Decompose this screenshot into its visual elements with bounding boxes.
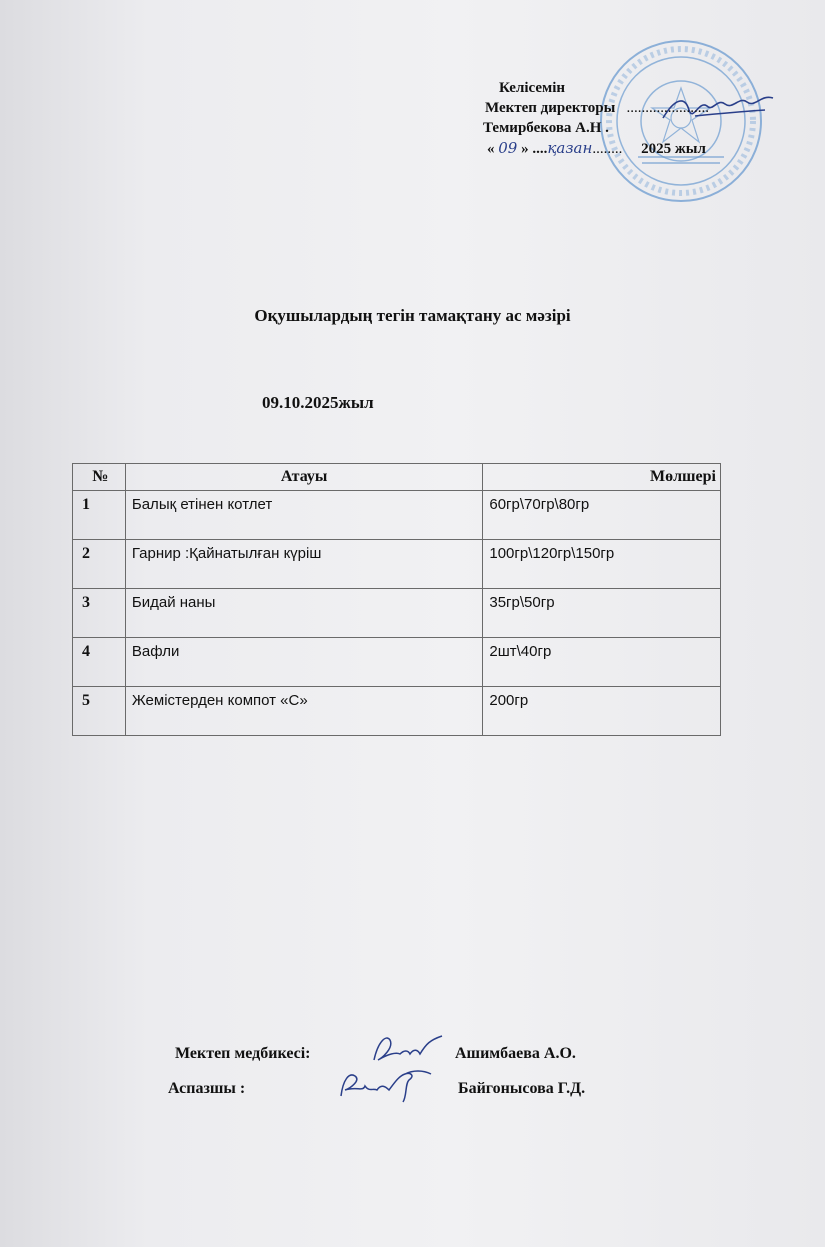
document-title: Оқушылардың тегін тамақтану ас мәзірі — [254, 306, 571, 325]
cook-name: Байгонысова Г.Д. — [458, 1080, 586, 1097]
menu-date: 09.10.2025жыл — [262, 393, 374, 412]
row-number: 1 — [73, 491, 126, 540]
table-row — [73, 491, 721, 540]
row-amount: 35гр\50гр — [483, 589, 721, 638]
approval-position: Мектеп директоры ...................... — [485, 100, 710, 116]
cook-label: Аспазшы : — [168, 1080, 246, 1097]
row-name: Гарнир :Қайнатылған күріш — [125, 540, 483, 589]
row-number: 2 — [73, 540, 126, 589]
header-amount: Мөлшері — [483, 464, 721, 491]
row-name: Бидай наны — [125, 589, 483, 638]
nurse-label: Мектеп медбикесі: — [175, 1045, 311, 1062]
menu-table — [72, 463, 721, 736]
row-number: 4 — [73, 638, 126, 687]
approval-name: Темирбекова А.Н . — [483, 120, 609, 136]
row-name: Вафли — [125, 638, 483, 687]
table-header-row — [73, 464, 721, 491]
row-amount: 60гр\70гр\80гр — [483, 491, 721, 540]
cook-signature — [335, 1062, 435, 1107]
table-row — [73, 589, 721, 638]
table-row — [73, 638, 721, 687]
approval-block — [483, 78, 709, 159]
row-number: 5 — [73, 687, 126, 736]
table-row — [73, 687, 721, 736]
approval-heading: Келісемін — [499, 80, 566, 96]
row-name: Жемістерден компот «С» — [125, 687, 483, 736]
row-amount: 200гр — [483, 687, 721, 736]
row-amount: 2шт\40гр — [483, 638, 721, 687]
table-row — [73, 540, 721, 589]
row-amount: 100гр\120гр\150гр — [483, 540, 721, 589]
row-number: 3 — [73, 589, 126, 638]
row-name: Балық етінен котлет — [125, 491, 483, 540]
handwritten-month: қазан — [547, 139, 593, 157]
header-number: № — [73, 464, 126, 491]
nurse-name: Ашимбаева А.О. — [455, 1045, 576, 1062]
header-name: Атауы — [125, 464, 483, 491]
handwritten-day: 09 — [498, 139, 518, 157]
approval-date: « 09 » ....қазан........ 2025 жыл — [487, 139, 706, 157]
